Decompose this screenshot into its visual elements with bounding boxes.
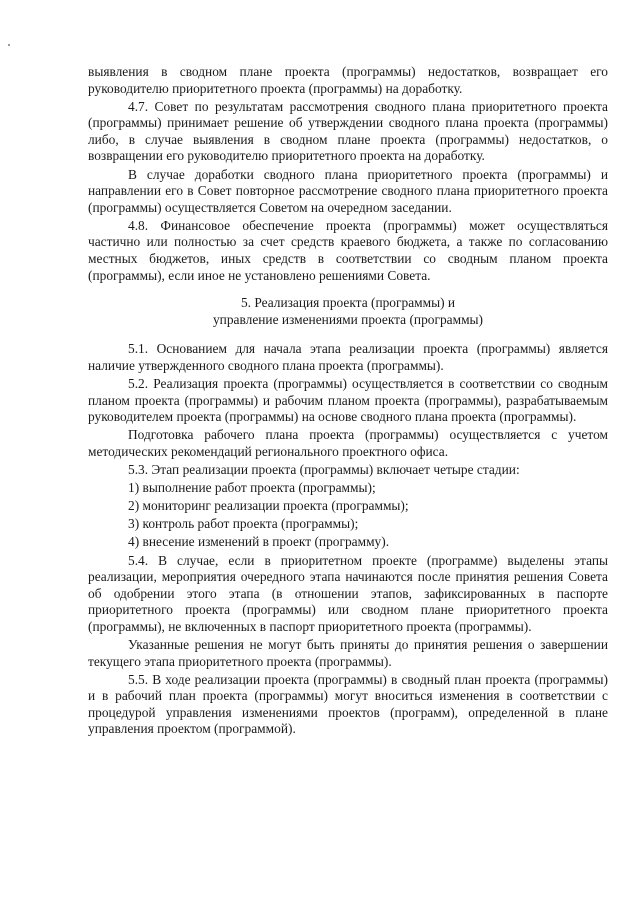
section-heading [88, 295, 608, 328]
list-item-stage-4: 4) внесение изменений в проект (программу). [128, 534, 390, 550]
paragraph-4-7: 4.7. Совет по результатам рассмотрения сводного плана приоритетного проекта (программы) принимает решение об утверждении сводного плана проекта (программы) либо, в случае выявления в сводном плане проекта (программы) недостатков, о возвращении его руководителю приоритетного проекта на доработку. [88, 98, 608, 164]
paragraph-continuation: выявления в сводном плане проекта (программы) недостатков, возвращает его руководителю приоритетного проекта (программы) на доработку. [88, 64, 608, 96]
list-item-stage-1: 1) выполнение работ проекта (программы); [128, 480, 376, 496]
paragraph-rework: В случае доработки сводного плана приоритетного проекта (программы) и направлении его в Совет повторное рассмотрение сводного плана приоритетного проекта (программы) осуществляется Советом на очередном заседании. [88, 166, 608, 215]
scan-speck [8, 44, 10, 46]
document-body [88, 64, 608, 740]
paragraph-5-2: 5.2. Реализация проекта (программы) осуществляется в соответствии со сводным планом проекта (программы) и рабочим планом проекта (программы), разрабатываемым руководителем проекта (программы) на основе сводного плана проекта (программы). [88, 376, 608, 425]
section-heading-line1: 5. Реализация проекта (программы) и [240, 295, 456, 311]
paragraph-5-4: 5.4. В случае, если в приоритетном проекте (программе) выделены этапы реализации, мероприятия очередного этапа начинаются после принятия решения Совета об одобрении этого этапа (в отношении этапов, зафиксированных в паспорте приоритетного проекта (программы) или сводном плане приоритетного проекта (программы), не включенных в паспорт приоритетного проекта (программы). [88, 552, 608, 634]
list-item-stage-3: 3) контроль работ проекта (программы); [128, 516, 359, 532]
paragraph-5-5: 5.5. В ходе реализации проекта (программы) в сводный план проекта (программы) и в рабочий план проекта (программы) могут вноситься изменения в соответствии с процедурой управления изменениями проектов (программ), определенной в плане управления проектом (программой). [88, 671, 608, 737]
paragraph-4-8: 4.8. Финансовое обеспечение проекта (программы) может осуществляться частично или полностью за счет средств краевого бюджета, а также по согласованию местных бюджетов, иных средств в соответствии со сводным планом проекта (программы), если иное не установлено решениями Совета. [88, 217, 608, 283]
paragraph-decisions: Указанные решения не могут быть приняты до принятия решения о завершении текущего этапа приоритетного проекта (программы). [88, 637, 608, 669]
paragraph-working-plan: Подготовка рабочего плана проекта (программы) осуществляется с учетом методических рекомендаций регионального проектного офиса. [88, 427, 608, 459]
paragraph-5-1: 5.1. Основанием для начала этапа реализации проекта (программы) является наличие утвержденного сводного плана проекта (программы). [88, 341, 608, 373]
section-heading-line2: управление изменениями проекта (программы) [212, 311, 484, 327]
paragraph-5-3: 5.3. Этап реализации проекта (программы) включает четыре стадии: [128, 462, 520, 478]
list-item-stage-2: 2) мониторинг реализации проекта (программы); [128, 498, 409, 514]
